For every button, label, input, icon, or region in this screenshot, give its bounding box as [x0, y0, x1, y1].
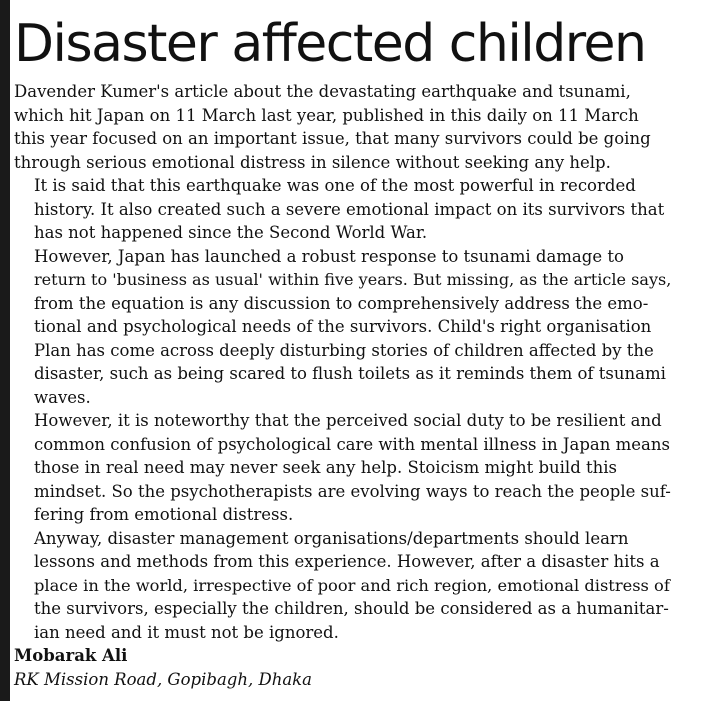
text-line: mindset. So the psychotherapists are evolving ways to reach the people suf- — [34, 481, 671, 501]
text-line: tional and psychological needs of the survivors. Child's right organisation — [34, 317, 652, 336]
text-line: It is said that this earthquake was one of the most powerful in recorded — [34, 176, 636, 195]
text-line: Plan has come across deeply disturbing stories of children affected by the — [34, 340, 654, 360]
paragraph-2 — [14, 174, 674, 245]
headline: Disaster affected children — [14, 14, 646, 74]
author-address: RK Mission Road, Gopibagh, Dhaka — [14, 670, 312, 689]
text-line: However, Japan has launched a robust response to tsunami damage to — [34, 246, 624, 266]
article-body — [14, 80, 674, 644]
text-line: has not happened since the Second World War. — [34, 223, 428, 242]
text-line: fering from emotional distress. — [34, 505, 294, 524]
text-line: place in the world, irrespective of poor and rich region, emotional distress of — [34, 575, 670, 595]
text-line: this year focused on an important issue, that many survivors could be going — [14, 129, 651, 148]
paragraph-1 — [14, 80, 674, 174]
text-line: from the equation is any discussion to comprehensively address the emo- — [34, 293, 649, 313]
text-line: which hit Japan on 11 March last year, published in this daily on 11 March — [14, 105, 639, 125]
text-line: common confusion of psychological care with mental illness in Japan means — [34, 434, 670, 454]
text-line: waves. — [34, 387, 91, 407]
paragraph-4 — [14, 409, 674, 527]
text-line: through serious emotional distress in silence without seeking any help. — [14, 152, 611, 172]
text-line: Davender Kumer's article about the devastating earthquake and tsunami, — [14, 82, 631, 101]
left-border-bar — [0, 0, 10, 701]
letter-article — [14, 8, 674, 692]
text-line: those in real need may never seek any help. Stoicism might build this — [34, 458, 618, 477]
text-line: ian need and it must not be ignored. — [34, 622, 339, 642]
text-line: history. It also created such a severe emotional impact on its survivors that — [34, 199, 665, 219]
text-line: disaster, such as being scared to flush toilets as it reminds them of tsunami — [34, 364, 666, 383]
text-line: lessons and methods from this experience. However, after a disaster hits a — [34, 552, 660, 571]
text-line: return to 'business as usual' within five years. But missing, as the article says, — [34, 270, 672, 289]
text-line: the survivors, especially the children, should be considered as a humanitar- — [34, 599, 669, 618]
paragraph-5 — [14, 527, 674, 645]
paragraph-3 — [14, 245, 674, 410]
text-line: However, it is noteworthy that the perceived social duty to be resilient and — [34, 411, 662, 430]
text-line: Anyway, disaster management organisations/departments should learn — [34, 528, 629, 548]
author-name: Mobarak Ali — [14, 646, 128, 665]
